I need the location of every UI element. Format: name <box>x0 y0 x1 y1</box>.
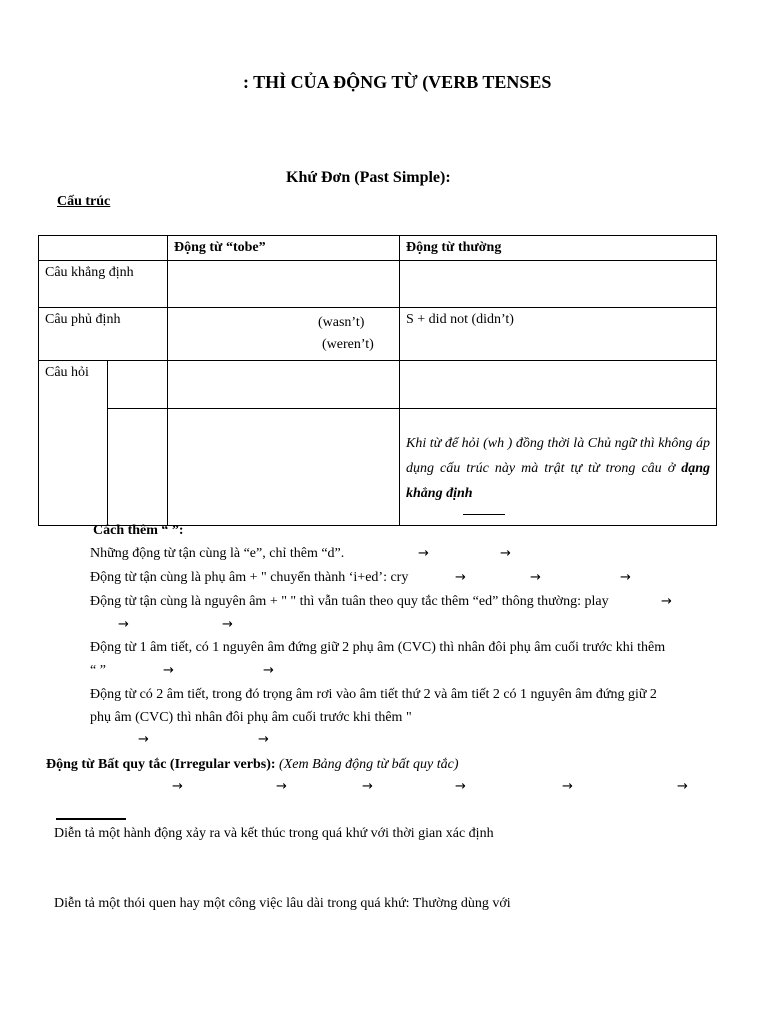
affirmative-tobe-cell <box>168 261 400 308</box>
arrow-icon: → <box>263 663 274 678</box>
arrow-icon: → <box>661 594 672 609</box>
negative-verb-cell: S + did not (didn’t) <box>400 308 717 361</box>
usage-2: Diễn tả một thói quen hay một công việc lâu dài trong quá khứ: Thường dùng với <box>54 896 511 911</box>
row-label-negative: Câu phủ định <box>39 308 168 361</box>
irregular-verbs-line <box>46 757 459 773</box>
negative-tobe-werent: (weren’t) <box>322 337 374 352</box>
arrow-icon: → <box>138 732 149 747</box>
wh-note-text: Khi từ để hỏi (wh ) đồng thời là Chủ ngữ thì không áp dụng cấu trúc này mà trật tự từ trong câu ở <box>406 436 710 476</box>
table-row-affirmative <box>39 261 717 308</box>
arrow-icon: → <box>455 570 466 585</box>
table-header-row <box>39 236 717 261</box>
irregular-verbs-label: Động từ Bất quy tắc (Irregular verbs): <box>46 757 276 772</box>
tense-structure-table <box>38 235 717 526</box>
irregular-verbs-note: (Xem Bảng động từ bất quy tắc) <box>279 757 459 772</box>
arrow-icon: → <box>418 546 429 561</box>
header-tobe: Động từ “tobe” <box>168 236 400 261</box>
question-subcell-1 <box>108 361 168 409</box>
question-subcell-2 <box>108 409 168 526</box>
arrow-icon: → <box>163 663 174 678</box>
arrow-icon: → <box>222 617 233 632</box>
table-row-question <box>39 361 717 409</box>
arrow-icon: → <box>362 779 373 794</box>
question-verb-cell-1 <box>400 361 717 409</box>
wh-subject-note <box>406 431 710 506</box>
affirmative-verb-cell <box>400 261 717 308</box>
question-tobe-cell-1 <box>168 361 400 409</box>
section-title: Khứ Đơn (Past Simple): <box>286 169 451 186</box>
rule-line-4-suffix: “ ” <box>90 663 106 678</box>
blank-line <box>463 514 505 515</box>
rule-line-5: Động từ có 2 âm tiết, trong đó trọng âm rơi vào âm tiết thứ 2 và âm tiết 2 có 1 nguyên âm đứng giữ 2 <box>90 687 657 702</box>
row-label-question: Câu hỏi <box>39 361 108 526</box>
structure-label: Cấu trúc <box>57 194 111 209</box>
page-title: : THÌ CỦA ĐỘNG TỪ (VERB TENSES <box>243 72 552 92</box>
arrow-icon: → <box>276 779 287 794</box>
arrow-icon: → <box>620 570 631 585</box>
add-ed-heading: Cách thêm “ ”: <box>93 523 184 538</box>
arrow-icon: → <box>172 779 183 794</box>
table-corner-cell <box>39 236 168 261</box>
question-tobe-cell-2 <box>168 409 400 526</box>
question-note-cell <box>400 409 717 526</box>
rule-line-4: Động từ 1 âm tiết, có 1 nguyên âm đứng giữ 2 phụ âm (CVC) thì nhân đôi phụ âm cuối trước khi thêm <box>90 640 666 655</box>
arrow-icon: → <box>455 779 466 794</box>
arrow-icon: → <box>562 779 573 794</box>
arrow-icon: → <box>530 570 541 585</box>
usage-1: Diễn tả một hành động xảy ra và kết thúc trong quá khứ với thời gian xác định <box>54 826 494 841</box>
arrow-icon: → <box>677 779 688 794</box>
header-regular-verb: Động từ thường <box>400 236 717 261</box>
rule-line-3: Động từ tận cùng là nguyên âm + " " thì vẫn tuân theo quy tắc thêm “ed” thông thường: play <box>90 594 609 609</box>
rule-line-1: Những động từ tận cùng là “e”, chỉ thêm “d”. <box>90 546 345 561</box>
section-divider <box>56 818 126 820</box>
wh-note-bold: dạng khẳng định <box>406 461 710 501</box>
arrow-icon: → <box>118 617 129 632</box>
negative-tobe-wasnt: (wasn’t) <box>318 315 365 330</box>
arrow-icon: → <box>258 732 269 747</box>
table-row-negative <box>39 308 717 361</box>
table-row-question-wh <box>39 409 717 526</box>
negative-tobe-cell <box>168 308 400 361</box>
rule-line-2: Động từ tận cùng là phụ âm + " chuyển thành ‘i+ed’: cry <box>90 570 409 585</box>
arrow-icon: → <box>500 546 511 561</box>
rule-line-5-cont: phụ âm (CVC) thì nhân đôi phụ âm cuối trước khi thêm " <box>90 710 412 725</box>
row-label-affirmative: Câu khẳng định <box>39 261 168 308</box>
